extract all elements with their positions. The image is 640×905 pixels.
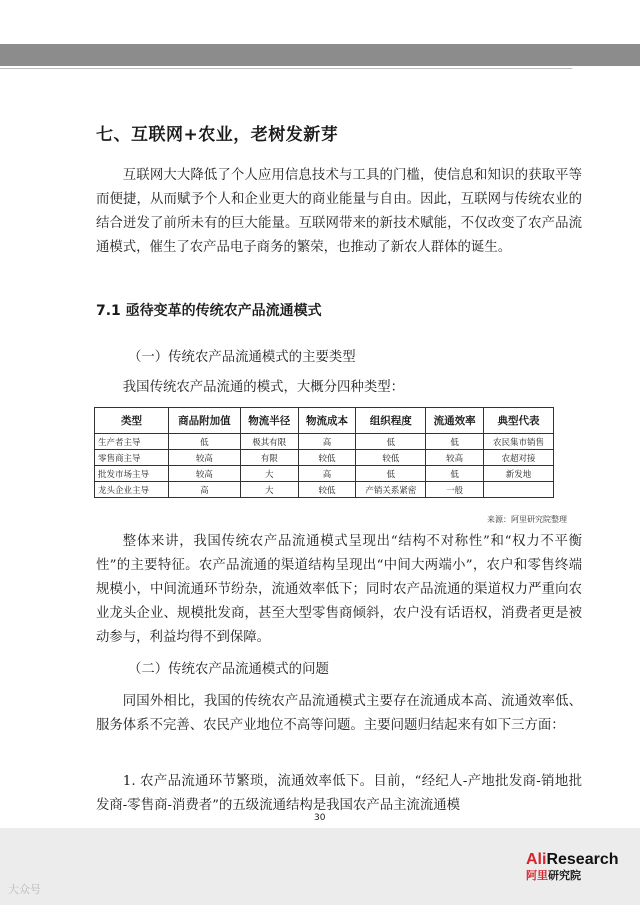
- table-cell: 低: [356, 434, 426, 450]
- sub-heading-problems: （二）传统农产品流通模式的问题: [128, 662, 329, 677]
- table-row: [95, 434, 554, 450]
- table-header-cell: 流通效率: [426, 408, 484, 434]
- table-cell: 有限: [240, 450, 298, 466]
- table-cell: 低: [356, 466, 426, 482]
- table-cell: 新发地: [484, 466, 554, 482]
- table-header-cell: 物流半径: [240, 408, 298, 434]
- table-cell: 低: [168, 434, 240, 450]
- characteristics-paragraph-text: 整体来讲，我国传统农产品流通模式呈现出“结构不对称性”和“权力不平衡性”的主要特征。农产品流通的渠道结构呈现出“中间大两端小”，农户和零售终端规模小，中间流通环节纷杂，流通效率低下；同时农产品流通的渠道权力严重向农业龙头企业、规模批发商，甚至大型零售商倾斜，农户没有话语权，消费者更是被动参与，利益均得不到保障。: [96, 534, 582, 645]
- table-intro: [96, 376, 582, 400]
- table-cell: 较低: [298, 450, 356, 466]
- table-cell: 零售商主导: [95, 450, 169, 466]
- table-header-cell: 组织程度: [356, 408, 426, 434]
- problems-paragraph-text: 同国外相比，我国的传统农产品流通模式主要存在流通成本高、流通效率低、服务体系不完善、农民产业地位不高等问题。主要问题归结起来有如下三方面：: [96, 694, 582, 733]
- table-row: [95, 482, 554, 498]
- table-cell: 低: [426, 466, 484, 482]
- table-cell: 高: [168, 482, 240, 498]
- table-cell: 一般: [426, 482, 484, 498]
- page-number: 30: [314, 813, 326, 823]
- logo-research: Research: [546, 851, 619, 868]
- table-cell: 较高: [168, 466, 240, 482]
- table-cell: 低: [426, 434, 484, 450]
- table-row: [95, 466, 554, 482]
- characteristics-paragraph: [96, 530, 582, 650]
- table-header-cell: 商品附加值: [168, 408, 240, 434]
- table-cell: 高: [298, 434, 356, 450]
- aliresearch-logo: [526, 851, 619, 883]
- table-row: [95, 450, 554, 466]
- header-rule: [0, 68, 572, 69]
- table-cell: 大: [240, 482, 298, 498]
- table-cell: 生产者主导: [95, 434, 169, 450]
- table-cell: 较低: [298, 482, 356, 498]
- table-header-cell: 类型: [95, 408, 169, 434]
- table-cell: 农民集市销售: [484, 434, 554, 450]
- table-source-note: 来源：阿里研究院整理: [487, 515, 567, 524]
- intro-paragraph: [96, 164, 582, 260]
- problem-item-1-text: 1. 农产品流通环节繁琐，流通效率低下。目前，“经纪人-产地批发商-销地批发商-零售商-消费者”的五级流通结构是我国农产品主流流通模: [96, 774, 582, 813]
- table-cell: 较高: [426, 450, 484, 466]
- table-header-row: [95, 408, 554, 434]
- logo-ali: Ali: [526, 851, 547, 868]
- table-cell: [484, 482, 554, 498]
- table-cell: 高: [298, 466, 356, 482]
- top-margin: [0, 0, 640, 44]
- sub-heading-types: （一）传统农产品流通模式的主要类型: [128, 350, 356, 365]
- intro-paragraph-text: 互联网大大降低了个人应用信息技术与工具的门槛，使信息和知识的获取平等而便捷，从而赋予个人和企业更大的商业能量与自由。因此，互联网与传统农业的结合迸发了前所未有的巨大能量。互联网带来的新技术赋能，不仅改变了农产品流通模式，催生了农产品电子商务的繁荣，也推动了新农人群体的诞生。: [96, 168, 582, 255]
- watermark: 大众号: [8, 883, 41, 896]
- table-cell: 农超对接: [484, 450, 554, 466]
- distribution-types-table: [94, 407, 554, 498]
- logo-english: [526, 851, 619, 869]
- problems-paragraph: [96, 690, 582, 738]
- table-cell: 大: [240, 466, 298, 482]
- table-header-cell: 物流成本: [298, 408, 356, 434]
- subsection-title: 7.1 亟待变革的传统农产品流通模式: [96, 303, 322, 319]
- table-cell: 极其有限: [240, 434, 298, 450]
- problem-item-1: [96, 770, 582, 818]
- logo-chinese: [526, 869, 619, 883]
- section-title: 七、互联网+农业，老树发新芽: [96, 125, 339, 145]
- table-cell: 批发市场主导: [95, 466, 169, 482]
- table-header-cell: 典型代表: [484, 408, 554, 434]
- table-cell: 产销关系紧密: [356, 482, 426, 498]
- header-bar: [0, 44, 640, 66]
- logo-zh-ali: 阿里: [526, 870, 548, 882]
- logo-zh-institute: 研究院: [548, 870, 581, 882]
- table-cell: 龙头企业主导: [95, 482, 169, 498]
- table-intro-text: 我国传统农产品流通的模式，大概分四种类型：: [122, 380, 404, 395]
- table-cell: 较低: [356, 450, 426, 466]
- table-cell: 较高: [168, 450, 240, 466]
